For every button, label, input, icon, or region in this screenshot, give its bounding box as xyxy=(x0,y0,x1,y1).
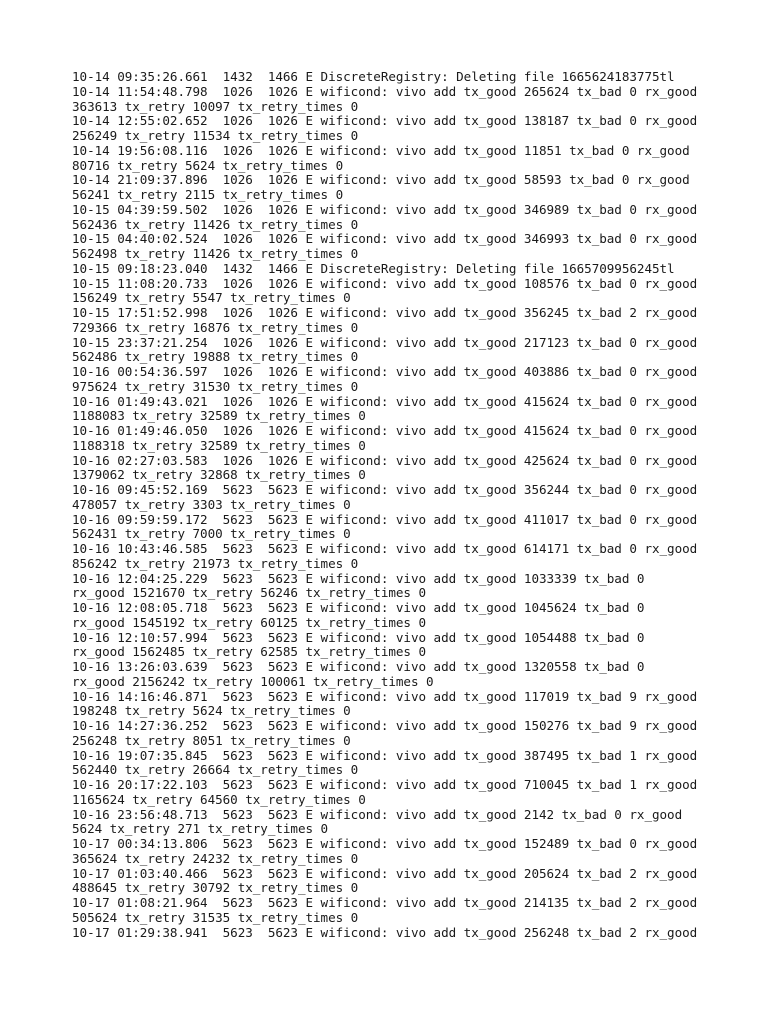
log-line: 1165624 tx_retry 64560 tx_retry_times 0 xyxy=(72,791,366,807)
log-line: 10-16 12:08:05.718 5623 5623 E wificond: vivo add tx_good 1045624 tx_bad 0 xyxy=(72,600,645,615)
log-line: 729366 tx_retry 16876 tx_retry_times 0 xyxy=(72,319,359,335)
log-line: 10-14 09:35:26.661 1432 1466 E DiscreteRegistry: Deleting file 1665624183775tl xyxy=(72,69,675,84)
log-line: 256249 tx_retry 11534 tx_retry_times 0 xyxy=(72,128,359,143)
log-line: 975624 tx_retry 31530 tx_retry_times 0 xyxy=(72,378,359,394)
log-line: 10-16 14:27:36.252 5623 5623 E wificond: vivo add tx_good 150276 tx_bad 9 rx_good xyxy=(72,718,698,733)
log-line: 10-15 09:18:23.040 1432 1466 E DiscreteRegistry: Deleting file 1665709956245tl xyxy=(72,260,675,276)
log-line: 10-16 01:49:46.050 1026 1026 E wificond: vivo add tx_good 415624 tx_bad 0 rx_good xyxy=(72,423,698,438)
log-line: 10-15 23:37:21.254 1026 1026 E wificond: vivo add tx_good 217123 tx_bad 0 rx_good xyxy=(72,334,698,350)
log-line: 1379062 tx_retry 32868 tx_retry_times 0 xyxy=(72,467,366,483)
log-line: 562440 tx_retry 26664 tx_retry_times 0 xyxy=(72,762,359,778)
log-line: 10-16 14:16:46.871 5623 5623 E wificond: vivo add tx_good 117019 tx_bad 9 rx_good xyxy=(72,688,698,704)
log-line: 10-14 21:09:37.896 1026 1026 E wificond: vivo add tx_good 58593 tx_bad 0 rx_good xyxy=(72,172,690,188)
log-line: 478057 tx_retry 3303 tx_retry_times 0 xyxy=(72,496,351,512)
log-line: 10-16 09:45:52.169 5623 5623 E wificond: vivo add tx_good 356244 tx_bad 0 rx_good xyxy=(72,482,698,497)
log-line: 10-16 13:26:03.639 5623 5623 E wificond: vivo add tx_good 1320558 tx_bad 0 xyxy=(72,659,645,674)
log-line: 56241 tx_retry 2115 tx_retry_times 0 xyxy=(72,187,344,202)
log-line: 1188083 tx_retry 32589 tx_retry_times 0 xyxy=(72,408,366,424)
log-line: 10-17 01:03:40.466 5623 5623 E wificond: vivo add tx_good 205624 tx_bad 2 rx_good xyxy=(72,865,698,881)
log-line: 10-16 02:27:03.583 1026 1026 E wificond: vivo add tx_good 425624 tx_bad 0 rx_good xyxy=(72,452,698,468)
log-line: 10-15 04:40:02.524 1026 1026 E wificond: vivo add tx_good 346993 tx_bad 0 rx_good xyxy=(72,231,698,247)
log-line: 365624 tx_retry 24232 tx_retry_times 0 xyxy=(72,850,359,866)
log-line: 10-16 09:59:59.172 5623 5623 E wificond: vivo add tx_good 411017 tx_bad 0 rx_good xyxy=(72,511,698,527)
log-line: 10-14 11:54:48.798 1026 1026 E wificond: vivo add tx_good 265624 tx_bad 0 rx_good xyxy=(72,83,698,99)
log-line: 10-17 01:08:21.964 5623 5623 E wificond: vivo add tx_good 214135 tx_bad 2 rx_good xyxy=(72,895,698,910)
log-line: 1188318 tx_retry 32589 tx_retry_times 0 xyxy=(72,437,366,453)
log-line: 5624 tx_retry 271 tx_retry_times 0 xyxy=(72,821,329,837)
log-line: 10-15 11:08:20.733 1026 1026 E wificond: vivo add tx_good 108576 tx_bad 0 rx_good xyxy=(72,275,698,291)
log-line: 10-16 00:54:36.597 1026 1026 E wificond: vivo add tx_good 403886 tx_bad 0 rx_good xyxy=(72,364,698,379)
log-line: 562436 tx_retry 11426 tx_retry_times 0 xyxy=(72,216,359,232)
log-line: 505624 tx_retry 31535 tx_retry_times 0 xyxy=(72,909,359,925)
log-line: 10-16 01:49:43.021 1026 1026 E wificond: vivo add tx_good 415624 tx_bad 0 rx_good xyxy=(72,393,698,409)
log-line: 10-17 01:29:38.941 5623 5623 E wificond: vivo add tx_good 256248 tx_bad 2 rx_good xyxy=(72,924,698,940)
log-line: 10-16 20:17:22.103 5623 5623 E wificond: vivo add tx_good 710045 tx_bad 1 rx_good xyxy=(72,777,698,792)
log-line: rx_good 1562485 tx_retry 62585 tx_retry_times 0 xyxy=(72,644,427,660)
log-line: 856242 tx_retry 21973 tx_retry_times 0 xyxy=(72,555,359,571)
log-line: 10-16 12:10:57.994 5623 5623 E wificond: vivo add tx_good 1054488 tx_bad 0 xyxy=(72,629,645,645)
log-line: rx_good 1545192 tx_retry 60125 tx_retry_times 0 xyxy=(72,614,427,630)
log-line: 256248 tx_retry 8051 tx_retry_times 0 xyxy=(72,732,351,748)
log-line: 562498 tx_retry 11426 tx_retry_times 0 xyxy=(72,246,359,261)
log-line: 80716 tx_retry 5624 tx_retry_times 0 xyxy=(72,157,344,173)
log-line: 10-14 19:56:08.116 1026 1026 E wificond: vivo add tx_good 11851 tx_bad 0 rx_good xyxy=(72,142,690,158)
log-line: 10-17 00:34:13.806 5623 5623 E wificond: vivo add tx_good 152489 tx_bad 0 rx_good xyxy=(72,836,698,851)
log-line: 10-15 17:51:52.998 1026 1026 E wificond: vivo add tx_good 356245 tx_bad 2 rx_good xyxy=(72,305,698,320)
log-line: 10-16 10:43:46.585 5623 5623 E wificond: vivo add tx_good 614171 tx_bad 0 rx_good xyxy=(72,541,698,556)
log-lines xyxy=(72,70,762,940)
log-line: 10-16 12:04:25.229 5623 5623 E wificond: vivo add tx_good 1033339 tx_bad 0 xyxy=(72,570,645,586)
log-line: 562431 tx_retry 7000 tx_retry_times 0 xyxy=(72,526,351,542)
log-document xyxy=(72,70,762,940)
log-line: 10-14 12:55:02.652 1026 1026 E wificond: vivo add tx_good 138187 tx_bad 0 rx_good xyxy=(72,113,698,129)
log-line: rx_good 2156242 tx_retry 100061 tx_retry_times 0 xyxy=(72,673,434,689)
log-line: 488645 tx_retry 30792 tx_retry_times 0 xyxy=(72,880,359,896)
log-line: 198248 tx_retry 5624 tx_retry_times 0 xyxy=(72,703,351,719)
log-line: 10-16 19:07:35.845 5623 5623 E wificond: vivo add tx_good 387495 tx_bad 1 rx_good xyxy=(72,747,698,763)
log-line: 10-15 04:39:59.502 1026 1026 E wificond: vivo add tx_good 346989 tx_bad 0 rx_good xyxy=(72,201,698,217)
log-line: 10-16 23:56:48.713 5623 5623 E wificond: vivo add tx_good 2142 tx_bad 0 rx_good xyxy=(72,806,683,822)
log-line: 156249 tx_retry 5547 tx_retry_times 0 xyxy=(72,290,351,306)
log-line: 363613 tx_retry 10097 tx_retry_times 0 xyxy=(72,98,359,114)
log-line: 562486 tx_retry 19888 tx_retry_times 0 xyxy=(72,349,359,365)
log-line: rx_good 1521670 tx_retry 56246 tx_retry_times 0 xyxy=(72,585,427,601)
